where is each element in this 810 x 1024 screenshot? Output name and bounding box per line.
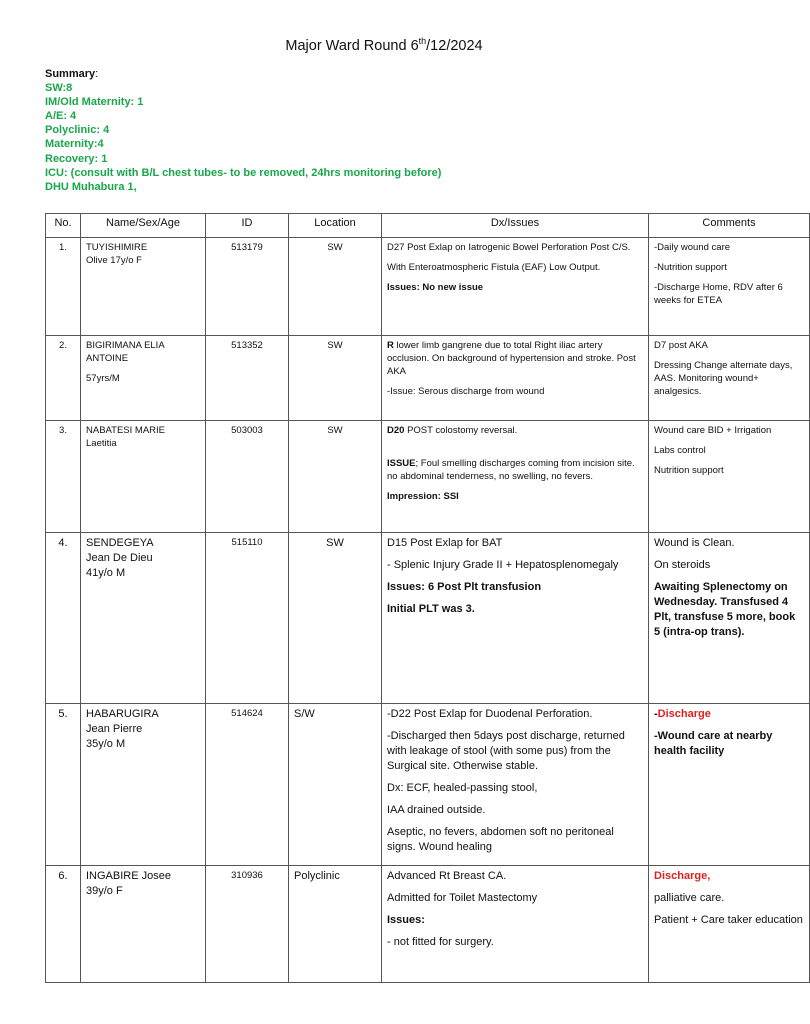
header-id: ID [206,214,289,238]
comment-text: Dressing Change alternate days, AAS. Monitoring wound+ analgesics. [654,360,793,397]
table-row [46,238,810,336]
row-name [81,704,206,866]
row-dx [382,421,649,533]
summary-line-maternity: Maternity:4 [45,138,104,151]
name-line: BIGIRIMANA ELIA [86,340,165,351]
summary-section [45,67,441,194]
row-no: 5. [46,704,81,866]
header-comments: Comments [649,214,810,238]
dx-text: D20 POST colostomy reversal. [387,425,518,436]
comment-text: -Nutrition support [654,262,727,273]
dx-issues: ISSUE; Foul smelling discharges coming from incision site. no abdominal tenderness, no swelling, no fevers. [387,458,635,482]
row-dx [382,533,649,704]
name-line: 41y/o M [86,567,126,579]
row-dx [382,238,649,336]
name-line: HABARUGIRA [86,708,159,720]
comment-discharge: -Discharge [654,708,711,720]
header-location: Location [289,214,382,238]
row-comments [649,866,810,983]
table-row [46,533,810,704]
name-line: ANTOINE [86,353,129,364]
row-location: Polyclinic [289,866,382,983]
dx-impression: Impression: SSI [387,491,459,502]
header-dx: Dx/Issues [382,214,649,238]
comment-text: Awaiting Splenectomy on Wednesday. Transfused 4 Plt, transfuse 5 more, book 5 (intra-op trans). [654,581,796,638]
dx-text: R lower limb gangrene due to total Right iliac artery occlusion. On background of hypertension and stroke. Post AKA [387,340,636,377]
summary-line-ae: A/E: 4 [45,110,77,123]
row-location: SW [289,421,382,533]
dx-text: -D22 Post Exlap for Duodenal Perforation. [387,708,593,720]
dx-issues: Issues: 6 Post Plt transfusion [387,581,542,593]
comment-text: -Daily wound care [654,242,731,253]
dx-text: - not fitted for surgery. [387,936,494,948]
comment-text: D7 post AKA [654,340,708,351]
dx-text: - Splenic Injury Grade II + Hepatosplenomegaly [387,559,619,571]
dx-issues: Issues: [387,914,425,926]
table-row [46,704,810,866]
comment-text: -Wound care at nearby health facility [654,730,773,757]
dx-text: With Enteroatmospheric Fistula (EAF) Low Output. [387,262,601,273]
name-line: Laetitia [86,438,117,449]
name-line: 57yrs/M [86,373,120,384]
dx-text: D15 Post Exlap for BAT [387,537,503,549]
dx-text: Initial PLT was 3. [387,603,475,615]
row-location: SW [289,238,382,336]
comment-text: Patient + Care taker education [654,914,803,926]
summary-line-icu: ICU: (consult with B/L chest tubes- to be removed, 24hrs monitoring before) [45,166,442,179]
row-name [81,866,206,983]
row-location: S/W [289,704,382,866]
summary-line-polyclinic: Polyclinic: 4 [45,124,110,137]
dx-text: Dx: ECF, healed-passing stool, [387,782,538,794]
row-id: 515110 [206,533,289,704]
row-id: 513179 [206,238,289,336]
dx-text: Advanced Rt Breast CA. [387,870,507,882]
row-comments [649,238,810,336]
name-line: Jean Pierre [86,723,143,735]
dx-text: D27 Post Exlap on Iatrogenic Bowel Perforation Post C/S. [387,242,631,253]
table-row [46,421,810,533]
row-no: 3. [46,421,81,533]
name-line: Olive 17y/o F [86,255,142,266]
row-no: 6. [46,866,81,983]
comment-text: Wound care BID + Irrigation [654,425,772,436]
table-header-row [46,214,810,238]
name-line: 39y/o F [86,885,123,897]
header-no: No. [46,214,81,238]
row-comments [649,421,810,533]
name-line: SENDEGEYA [86,537,154,549]
row-id: 514624 [206,704,289,866]
row-no: 4. [46,533,81,704]
comment-discharge: Discharge, [654,870,711,882]
row-comments [649,704,810,866]
name-line: TUYISHIMIRE [86,242,148,253]
row-location: SW [289,533,382,704]
comment-text: Labs control [654,445,706,456]
comment-text: Nutrition support [654,465,724,476]
summary-line-sw: SW:8 [45,82,73,95]
row-location: SW [289,336,382,421]
row-id: 503003 [206,421,289,533]
dx-text: IAA drained outside. [387,804,486,816]
summary-line-recovery: Recovery: 1 [45,152,108,165]
row-name [81,421,206,533]
row-no: 1. [46,238,81,336]
comment-text: Wound is Clean. [654,537,735,549]
dx-text: Admitted for Toilet Mastectomy [387,892,538,904]
summary-heading: Summary: [45,68,99,80]
name-line: 35y/o M [86,738,126,750]
comment-text: On steroids [654,559,711,571]
header-name: Name/Sex/Age [81,214,206,238]
table-row [46,866,810,983]
comment-text: palliative care. [654,892,725,904]
row-comments [649,533,810,704]
table-row [46,336,810,421]
row-id: 513352 [206,336,289,421]
row-name [81,533,206,704]
row-dx [382,866,649,983]
row-no: 2. [46,336,81,421]
row-comments [649,336,810,421]
row-name [81,336,206,421]
name-line: NABATESI MARIE [86,425,166,436]
row-dx [382,704,649,866]
dx-text: -Discharged then 5days post discharge, returned with leakage of stool (with some pus) from the Surgical site. Otherwise stable. [387,730,625,772]
row-dx [382,336,649,421]
name-line: INGABIRE Josee [86,870,171,882]
summary-line-im: IM/Old Maternity: 1 [45,96,144,109]
dx-issues: -Issue: Serous discharge from wound [387,386,545,397]
row-name [81,238,206,336]
dx-text: Aseptic, no fevers, abdomen soft no peritoneal signs. Wound healing [387,826,614,853]
row-id: 310936 [206,866,289,983]
summary-line-dhu: DHU Muhabura 1, [45,180,137,193]
name-line: Jean De Dieu [86,552,153,564]
page-title: Major Ward Round 6th/12/2024 [285,36,483,54]
ward-round-table [45,213,810,983]
comment-text: -Discharge Home, RDV after 6 weeks for ETEA [654,282,783,306]
dx-issues: Issues: No new issue [387,282,484,293]
